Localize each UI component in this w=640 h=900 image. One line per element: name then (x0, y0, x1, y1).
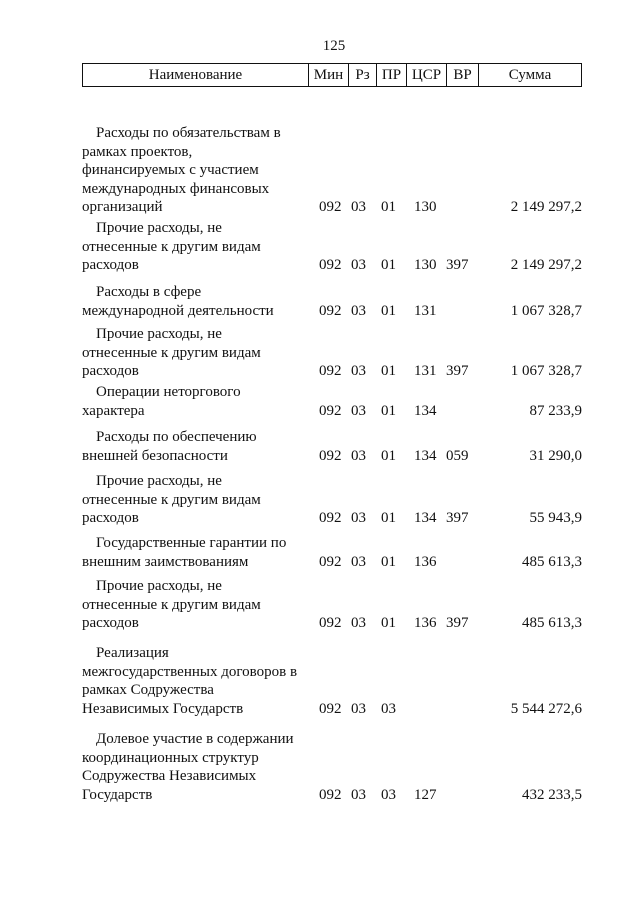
row-sum: 432 233,5 (522, 786, 582, 803)
row-csr: 130 (414, 257, 437, 273)
row-name-first-line: Расходы по обязательствам в (96, 125, 281, 141)
table-row (82, 283, 582, 320)
header-csr: ЦСР (407, 64, 447, 86)
row-pr: 03 (381, 786, 396, 803)
row-pr: 01 (381, 447, 396, 464)
row-codes (82, 198, 582, 217)
row-name-first-line: Прочие расходы, не (96, 326, 222, 342)
row-csr: 134 (414, 402, 437, 419)
row-codes (82, 614, 582, 633)
row-rz: 03 (351, 199, 366, 215)
row-pr: 01 (381, 363, 396, 379)
row-csr: 130 (414, 199, 437, 215)
row-rz: 03 (351, 700, 366, 717)
row-csr: 131 (414, 363, 437, 379)
row-pr: 01 (381, 199, 396, 215)
row-sum: 2 149 297,2 (510, 199, 582, 215)
row-name-rest: отнесенные к другим видам расходов (82, 344, 261, 379)
row-vr: 397 (446, 615, 469, 631)
row-csr: 136 (414, 553, 437, 570)
header-min: Мин (309, 64, 349, 86)
row-name-first-line: Прочие расходы, не (96, 578, 222, 594)
row-name-first-line: Прочие расходы, не (96, 220, 222, 236)
header-rz: Рз (349, 64, 377, 86)
row-min: 092 (319, 302, 342, 319)
table-row (82, 428, 582, 465)
row-rz: 03 (351, 553, 366, 570)
row-name-rest: рамках проектов, финансируемых с участием международных финансовых организаций (82, 143, 270, 215)
header-vr: ВР (447, 64, 479, 86)
row-sum: 2 149 297,2 (510, 257, 582, 273)
row-csr: 127 (414, 786, 437, 803)
row-codes (82, 786, 582, 805)
row-vr: 397 (446, 363, 469, 379)
row-codes (82, 509, 582, 528)
row-name-rest: отнесенные к другим видам расходов (82, 491, 261, 526)
header-name: Наименование (83, 64, 309, 86)
row-pr: 01 (381, 553, 396, 570)
row-rz: 03 (351, 447, 366, 464)
row-name-rest: характера (82, 402, 145, 419)
page-number: 125 (322, 38, 346, 54)
row-name-first-line: Прочие расходы, не (96, 473, 222, 489)
row-min: 092 (319, 363, 342, 379)
row-pr: 01 (381, 615, 396, 631)
row-codes (82, 362, 582, 381)
row-pr: 03 (381, 700, 396, 717)
row-name-rest: отнесенные к другим видам расходов (82, 238, 261, 273)
table-header (82, 63, 582, 87)
row-sum: 55 943,9 (529, 510, 582, 526)
row-name-rest: внешней безопасности (82, 447, 228, 464)
row-min: 092 (319, 402, 342, 419)
row-pr: 01 (381, 302, 396, 319)
row-name-first-line: Операции неторгового (96, 384, 241, 400)
row-pr: 01 (381, 257, 396, 273)
row-sum: 485 613,3 (522, 553, 582, 570)
row-min: 092 (319, 786, 342, 803)
row-name-first-line: Расходы по обеспечению (96, 429, 257, 445)
row-codes (82, 700, 582, 719)
row-codes (82, 553, 582, 572)
row-min: 092 (319, 553, 342, 570)
table-row (82, 383, 582, 420)
row-name-first-line: Долевое участие в содержании (96, 731, 294, 747)
row-rz: 03 (351, 510, 366, 526)
row-codes (82, 302, 582, 321)
row-min: 092 (319, 510, 342, 526)
row-name-rest: координационных структур Содружества Независимых Государств (82, 749, 259, 803)
row-min: 092 (319, 199, 342, 215)
row-min: 092 (319, 257, 342, 273)
row-pr: 01 (381, 510, 396, 526)
row-sum: 31 290,0 (529, 447, 582, 464)
table-row (82, 577, 582, 633)
row-csr: 134 (414, 510, 437, 526)
row-name-rest: межгосударственных договоров в рамках Содружества Независимых Государств (82, 663, 298, 717)
row-rz: 03 (351, 363, 366, 379)
row-codes (82, 402, 582, 421)
row-sum: 485 613,3 (522, 615, 582, 631)
row-codes (82, 447, 582, 466)
row-rz: 03 (351, 615, 366, 631)
row-vr: 397 (446, 510, 469, 526)
row-rz: 03 (351, 302, 366, 319)
table-row (82, 534, 582, 571)
row-vr: 059 (446, 447, 469, 464)
row-name-first-line: Расходы в сфере (96, 284, 202, 300)
row-sum: 1 067 328,7 (510, 363, 582, 379)
table-row (82, 124, 582, 217)
row-name-first-line: Реализация (96, 645, 169, 661)
row-min: 092 (319, 615, 342, 631)
row-name-first-line: Государственные гарантии по (96, 535, 287, 551)
row-codes (82, 256, 582, 275)
row-vr: 397 (446, 257, 469, 273)
row-csr: 131 (414, 302, 437, 319)
header-pr: ПР (377, 64, 407, 86)
row-rz: 03 (351, 257, 366, 273)
row-pr: 01 (381, 402, 396, 419)
row-min: 092 (319, 447, 342, 464)
row-csr: 134 (414, 447, 437, 464)
row-name-rest: внешним заимствованиям (82, 553, 249, 570)
row-rz: 03 (351, 402, 366, 419)
table-row (82, 219, 582, 275)
row-sum: 87 233,9 (529, 402, 582, 419)
row-sum: 1 067 328,7 (510, 302, 582, 319)
header-sum: Сумма (508, 66, 552, 83)
row-rz: 03 (351, 786, 366, 803)
table-row (82, 325, 582, 381)
row-name-rest: отнесенные к другим видам расходов (82, 596, 261, 631)
table-row (82, 644, 582, 718)
row-name-rest: международной деятельности (82, 302, 274, 319)
row-csr: 136 (414, 615, 437, 631)
row-min: 092 (319, 700, 342, 717)
table-row (82, 730, 582, 804)
table-row (82, 472, 582, 528)
row-sum: 5 544 272,6 (510, 700, 582, 717)
